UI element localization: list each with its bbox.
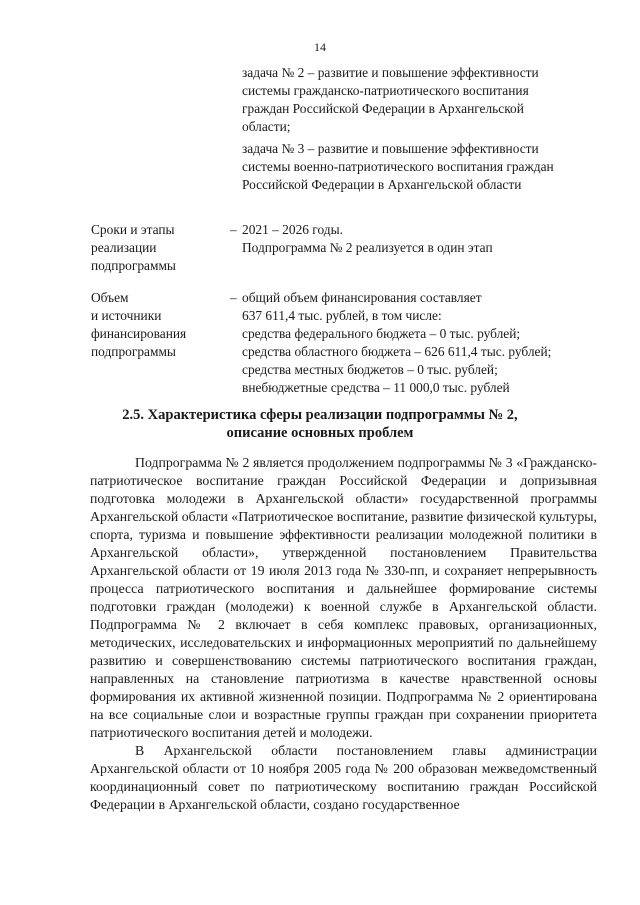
body-paragraph: В Архангельской области постановлением главы администрации Архангельской области от 10 ноября 2005 года № 200 образован межведомственный координационный совет по патриотическому воспитанию граждан Российской Федерации в Архангельской области, создано государственное	[90, 743, 597, 812]
terms-value-line: 2021 – 2026 годы.	[242, 222, 343, 237]
financing-value-line: средства областного бюджета – 626 611,4 тыс. рублей;	[242, 344, 552, 359]
financing-value-line: внебюджетные средства – 11 000,0 тыс. рублей	[242, 380, 510, 395]
passport-row-tasks	[91, 64, 601, 194]
financing-label-line: и источники	[91, 308, 162, 323]
financing-label-line: финансирования	[91, 326, 187, 341]
task2-line: граждан Российской Федерации в Архангельской	[242, 101, 524, 116]
terms-value-line: Подпрограмма № 2 реализуется в один этап	[242, 240, 493, 255]
task2-line: системы гражданско-патриотического воспитания	[242, 83, 529, 98]
terms-value	[242, 221, 601, 257]
terms-label	[91, 221, 221, 275]
body-paragraph: Подпрограмма № 2 является продолжением подпрограммы № 3 «Гражданско-патриотическое воспитание граждан Российской Федерации и допризывная подготовка молодежи в Архангельской области» государственной программы Архангельской области «Патриотическое воспитание, развитие физической культуры, спорта, туризма и повышение эффективности реализации молодежной политики в Архангельской области», утвержденной постановлением Правительства Архангельской области от 19 июля 2013 года № 330-пп, и сохраняет непрерывность процесса патриотического воспитания и дальнейшее формирование системы подготовки граждан (молодежи) к военной службе в Архангельской области. Подпрограмма № 2 включает в себя комплекс правовых, организационных, методических, исследовательских и информационных мероприятий по дальнейшему развитию и совершенствованию системы патриотического воспитания граждан, направленных на становление патриотизма в качестве нравственной основы формирования их активной жизненной позиции. Подпрограмма № 2 ориентирована на все социальные слои и возрастные группы граждан при сохранении приоритета патриотического воспитания детей и молодежи.	[90, 455, 597, 740]
task2-line: задача № 2 – развитие и повышение эффективности	[242, 65, 539, 80]
financing-dash: –	[230, 290, 237, 305]
section-heading	[60, 406, 580, 442]
terms-label-line: Сроки и этапы	[91, 222, 175, 237]
passport-row-terms	[91, 221, 601, 275]
subprogram-passport-table	[91, 64, 601, 397]
page-number: 14	[314, 40, 326, 54]
task3-line: системы военно-патриотического воспитания граждан	[242, 159, 554, 174]
section-body	[90, 454, 597, 814]
tasks-value	[242, 64, 601, 194]
section-heading-line: 2.5. Характеристика сферы реализации подпрограммы № 2,	[122, 407, 518, 423]
financing-value-line: общий объем финансирования составляет	[242, 290, 482, 305]
terms-label-line: подпрограммы	[91, 258, 176, 273]
financing-label-line: подпрограммы	[91, 344, 176, 359]
financing-label-line: Объем	[91, 290, 129, 305]
financing-label	[91, 289, 221, 361]
task2-line: области;	[242, 119, 291, 134]
financing-value-line: средства федерального бюджета – 0 тыс. рублей;	[242, 326, 521, 341]
passport-row-financing	[91, 289, 601, 397]
terms-dash: –	[230, 222, 237, 237]
terms-label-line: реализации	[91, 240, 157, 255]
financing-value-line: средства местных бюджетов – 0 тыс. рублей;	[242, 362, 498, 377]
financing-value-line: 637 611,4 тыс. рублей, в том числе:	[242, 308, 442, 323]
task3-line: задача № 3 – развитие и повышение эффективности	[242, 141, 539, 156]
section-heading-line: описание основных проблем	[226, 425, 414, 441]
financing-value	[242, 289, 601, 397]
task3-line: Российской Федерации в Архангельской области	[242, 177, 522, 192]
